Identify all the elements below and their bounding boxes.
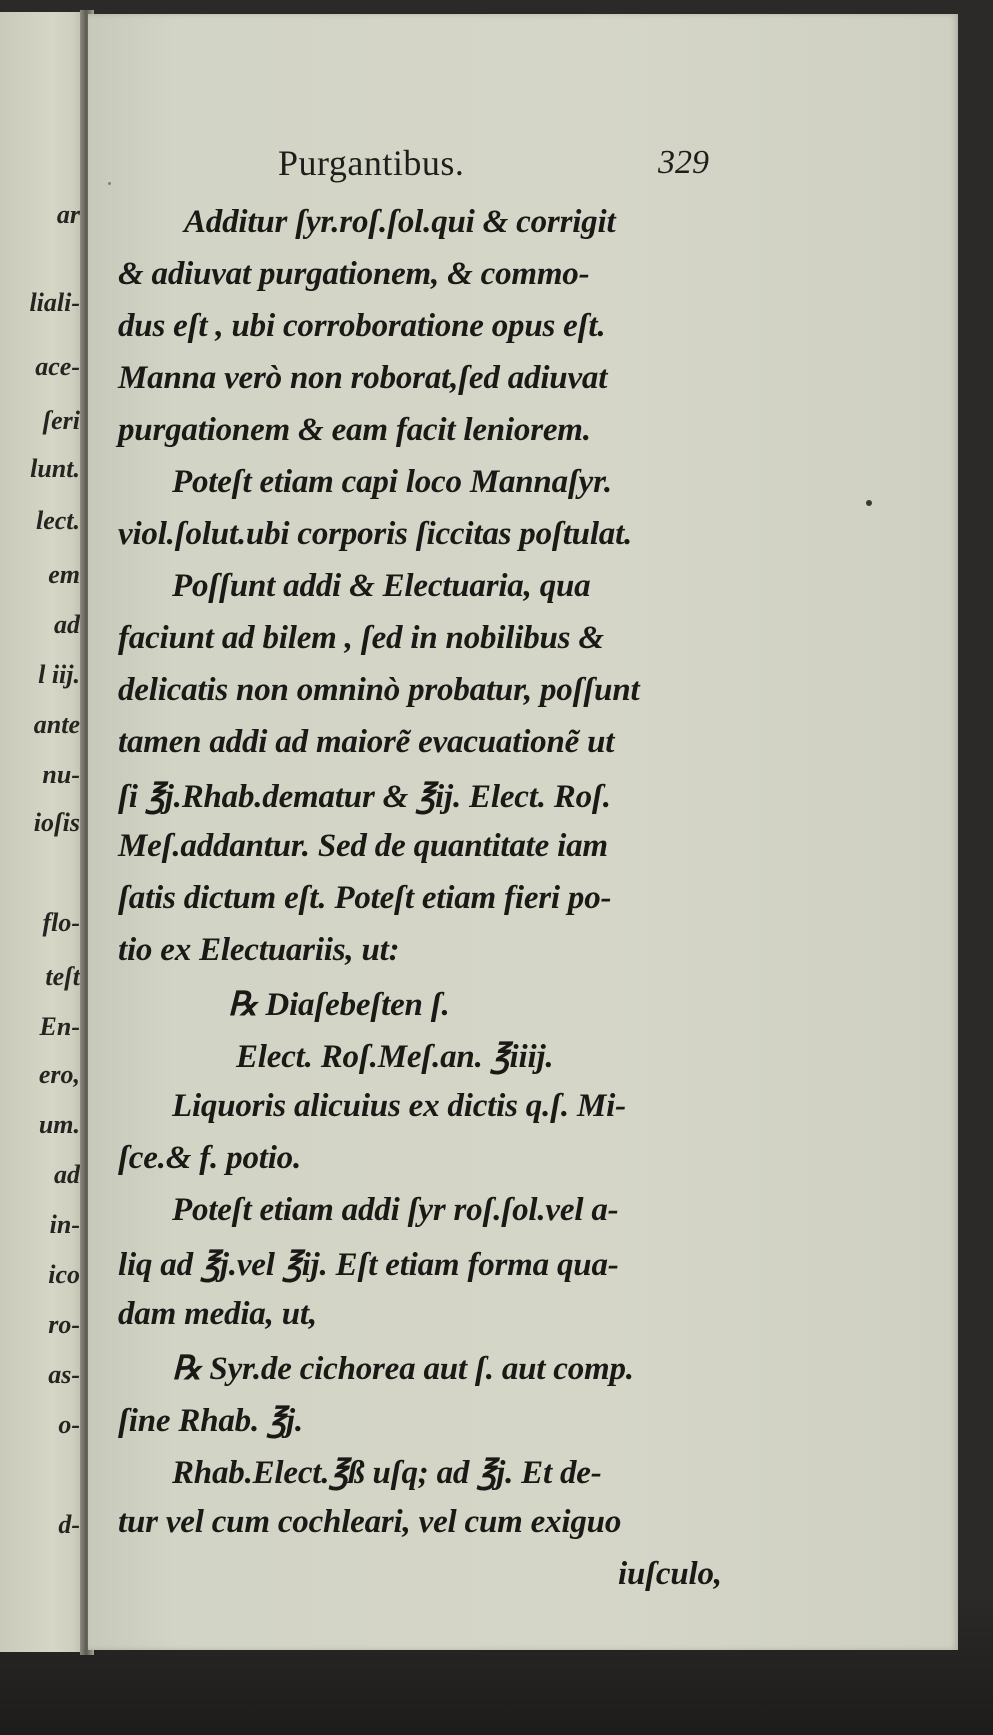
left-fragment: in- — [49, 1210, 80, 1239]
recipe-line: ℞ Syr.de cichorea aut ſ. aut comp. — [172, 1351, 634, 1387]
text-line: ſce.& f. potio. — [118, 1140, 302, 1176]
left-fragment: lect. — [35, 506, 80, 535]
left-fragment: um. — [38, 1110, 80, 1139]
left-fragment: flo- — [42, 908, 80, 937]
text-line: dus eſt , ubi corroboratione opus eſt. — [118, 308, 606, 344]
recipe-line: ſine Rhab. ℥j. — [118, 1403, 303, 1439]
text-line: ſi ℥j.Rhab.dematur & ℥ij. Elect. Roſ. — [118, 779, 611, 815]
text-line: Meſ.addantur. Sed de quantitate iam — [118, 828, 608, 864]
text-line: faciunt ad bilem , ſed in nobilibus & — [118, 620, 604, 656]
text-line: Poſſunt addi & Electuaria, qua — [172, 568, 591, 604]
text-line: Poteſt etiam capi loco Mannaſyr. — [172, 464, 612, 500]
text-line: Manna verò non roborat,ſed adiuvat — [118, 360, 608, 396]
left-fragment: teſt — [45, 962, 80, 991]
left-fragment: ro- — [48, 1310, 80, 1339]
recipe-line: Elect. Roſ.Meſ.an. ℥iiij. — [236, 1039, 554, 1075]
text-line: viol.ſolut.ubi corporis ſiccitas poſtulat. — [118, 516, 633, 552]
body-text — [88, 14, 958, 1650]
left-fragment: ico — [48, 1260, 80, 1289]
page-number: 329 — [658, 144, 709, 181]
left-fragment: ſeri — [42, 406, 80, 435]
text-line: ſatis dictum eſt. Poteſt etiam fieri po- — [118, 880, 612, 916]
left-fragment: em — [48, 560, 80, 589]
text-line: Additur ſyr.roſ.ſol.qui & corrigit — [184, 204, 616, 240]
text-line: liq ad ℥j.vel ℥ij. Eſt etiam forma qua- — [118, 1247, 619, 1283]
left-fragment: ero, — [38, 1060, 80, 1089]
left-fragment: ad — [54, 1160, 80, 1189]
left-fragment: d- — [58, 1510, 80, 1539]
left-fragment: ace- — [35, 352, 80, 381]
left-fragment: ar — [56, 200, 80, 229]
text-line: Poteſt etiam addi ſyr roſ.ſol.vel a- — [172, 1192, 619, 1228]
left-facing-page — [0, 12, 86, 1652]
text-line: tur vel cum cochleari, vel cum exiguo — [118, 1504, 622, 1540]
left-fragment: o- — [58, 1410, 80, 1439]
paper-speck — [108, 182, 111, 185]
recipe-line: ℞ Diaſebeſten ſ. — [228, 987, 450, 1023]
text-line: Rhab.Elect.℥ß uſq; ad ℥j. Et de- — [172, 1455, 602, 1491]
text-line: iuſculo, — [618, 1556, 722, 1592]
left-fragment: lunt. — [30, 454, 80, 483]
left-fragment: as- — [48, 1360, 80, 1389]
left-fragment: liali- — [29, 288, 80, 317]
left-fragment: ioſis — [33, 808, 80, 837]
text-line: delicatis non omninò probatur, poſſunt — [118, 672, 640, 708]
left-fragment: l iij. — [38, 660, 80, 689]
left-fragment: ante — [33, 710, 80, 739]
left-fragment: ad — [54, 610, 80, 639]
text-line: tamen addi ad maiorẽ evacuationẽ ut — [118, 724, 615, 760]
left-fragment: nu- — [42, 760, 80, 789]
text-line: dam media, ut, — [118, 1296, 317, 1332]
text-line: Liquoris alicuius ex dictis q.ſ. Mi- — [172, 1088, 626, 1124]
paper-speck — [866, 500, 872, 506]
left-fragment: En- — [39, 1012, 80, 1041]
book-page — [88, 14, 958, 1650]
text-line: tio ex Electuariis, ut: — [118, 932, 400, 968]
text-line: & adiuvat purgationem, & commo- — [118, 256, 590, 292]
running-title: Purgantibus. — [278, 143, 465, 183]
text-line: purgationem & eam facit leniorem. — [118, 412, 591, 448]
